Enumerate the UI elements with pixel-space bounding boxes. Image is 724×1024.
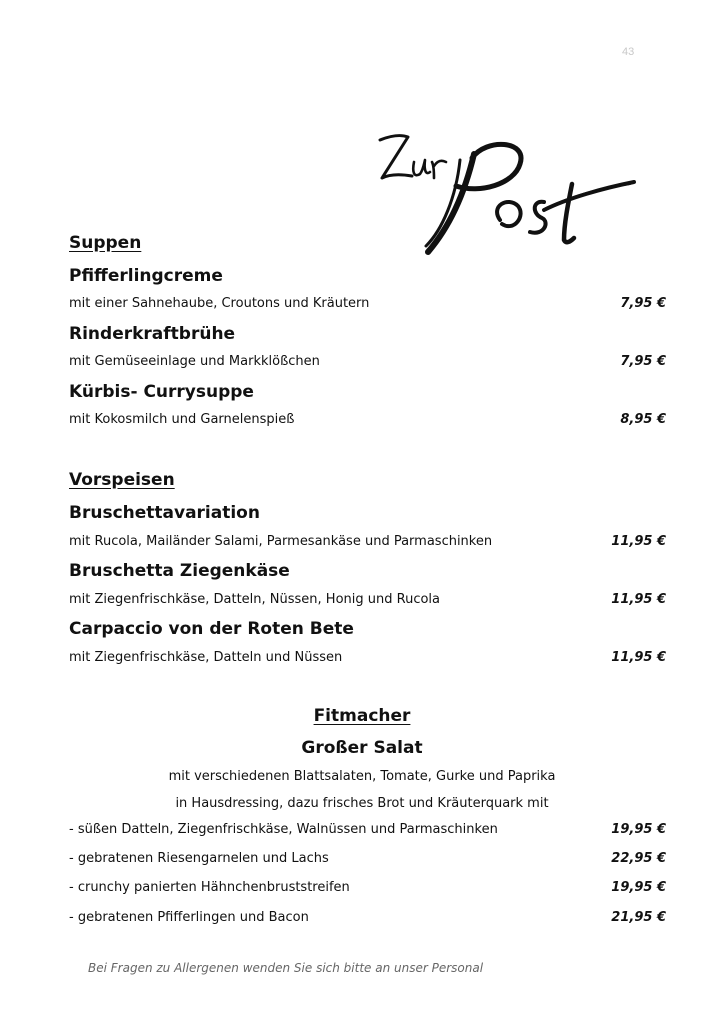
dish-description: mit Ziegenfrischkäse, Datteln, Nüssen, Honig und Rucola xyxy=(69,592,440,607)
dish-description: in Hausdressing, dazu frisches Brot und Kräuterquark mit xyxy=(175,796,549,811)
salad-option-price: 21,95 € xyxy=(611,910,666,925)
salad-option-price: 22,95 € xyxy=(611,851,666,866)
section-title-vorspeisen: Vorspeisen xyxy=(69,470,175,490)
dish-name: Kürbis- Currysuppe xyxy=(69,382,254,402)
section-title-suppen: Suppen xyxy=(69,233,142,253)
dish-description: mit Gemüseeinlage und Markklößchen xyxy=(69,354,320,369)
salad-option: - crunchy panierten Hähnchenbruststreifen xyxy=(69,880,350,895)
salad-option-price: 19,95 € xyxy=(611,822,666,837)
dish-name: Bruschetta Ziegenkäse xyxy=(69,561,290,581)
salad-option: - gebratenen Riesengarnelen und Lachs xyxy=(69,851,329,866)
dish-price: 8,95 € xyxy=(620,412,666,427)
salad-option: - gebratenen Pfifferlingen und Bacon xyxy=(69,910,309,925)
dish-price: 7,95 € xyxy=(620,354,666,369)
salad-option: - süßen Datteln, Ziegenfrischkäse, Walnüssen und Parmaschinken xyxy=(69,822,498,837)
dish-name: Pfifferlingcreme xyxy=(69,266,223,286)
dish-description: mit Rucola, Mailänder Salami, Parmesankäse und Parmaschinken xyxy=(69,534,493,549)
salad-option-price: 19,95 € xyxy=(611,880,666,895)
page-number: 43 xyxy=(622,46,635,58)
dish-name: Rinderkraftbrühe xyxy=(69,324,236,344)
section-title-fitmacher: Fitmacher xyxy=(313,706,411,726)
dish-price: 7,95 € xyxy=(620,296,666,311)
dish-name: Großer Salat xyxy=(301,738,423,758)
dish-price: 11,95 € xyxy=(611,592,666,607)
dish-name: Bruschettavariation xyxy=(69,503,260,523)
zur-post-logo xyxy=(368,128,638,268)
dish-description: mit einer Sahnehaube, Croutons und Kräutern xyxy=(69,296,370,311)
dish-description: mit verschiedenen Blattsalaten, Tomate, Gurke und Paprika xyxy=(168,769,556,784)
allergen-note: Bei Fragen zu Allergenen wenden Sie sich bitte an unser Personal xyxy=(88,961,484,975)
dish-name: Carpaccio von der Roten Bete xyxy=(69,619,354,639)
dish-description: mit Ziegenfrischkäse, Datteln und Nüssen xyxy=(69,650,343,665)
dish-description: mit Kokosmilch und Garnelenspieß xyxy=(69,412,295,427)
dish-price: 11,95 € xyxy=(611,650,666,665)
dish-price: 11,95 € xyxy=(611,534,666,549)
